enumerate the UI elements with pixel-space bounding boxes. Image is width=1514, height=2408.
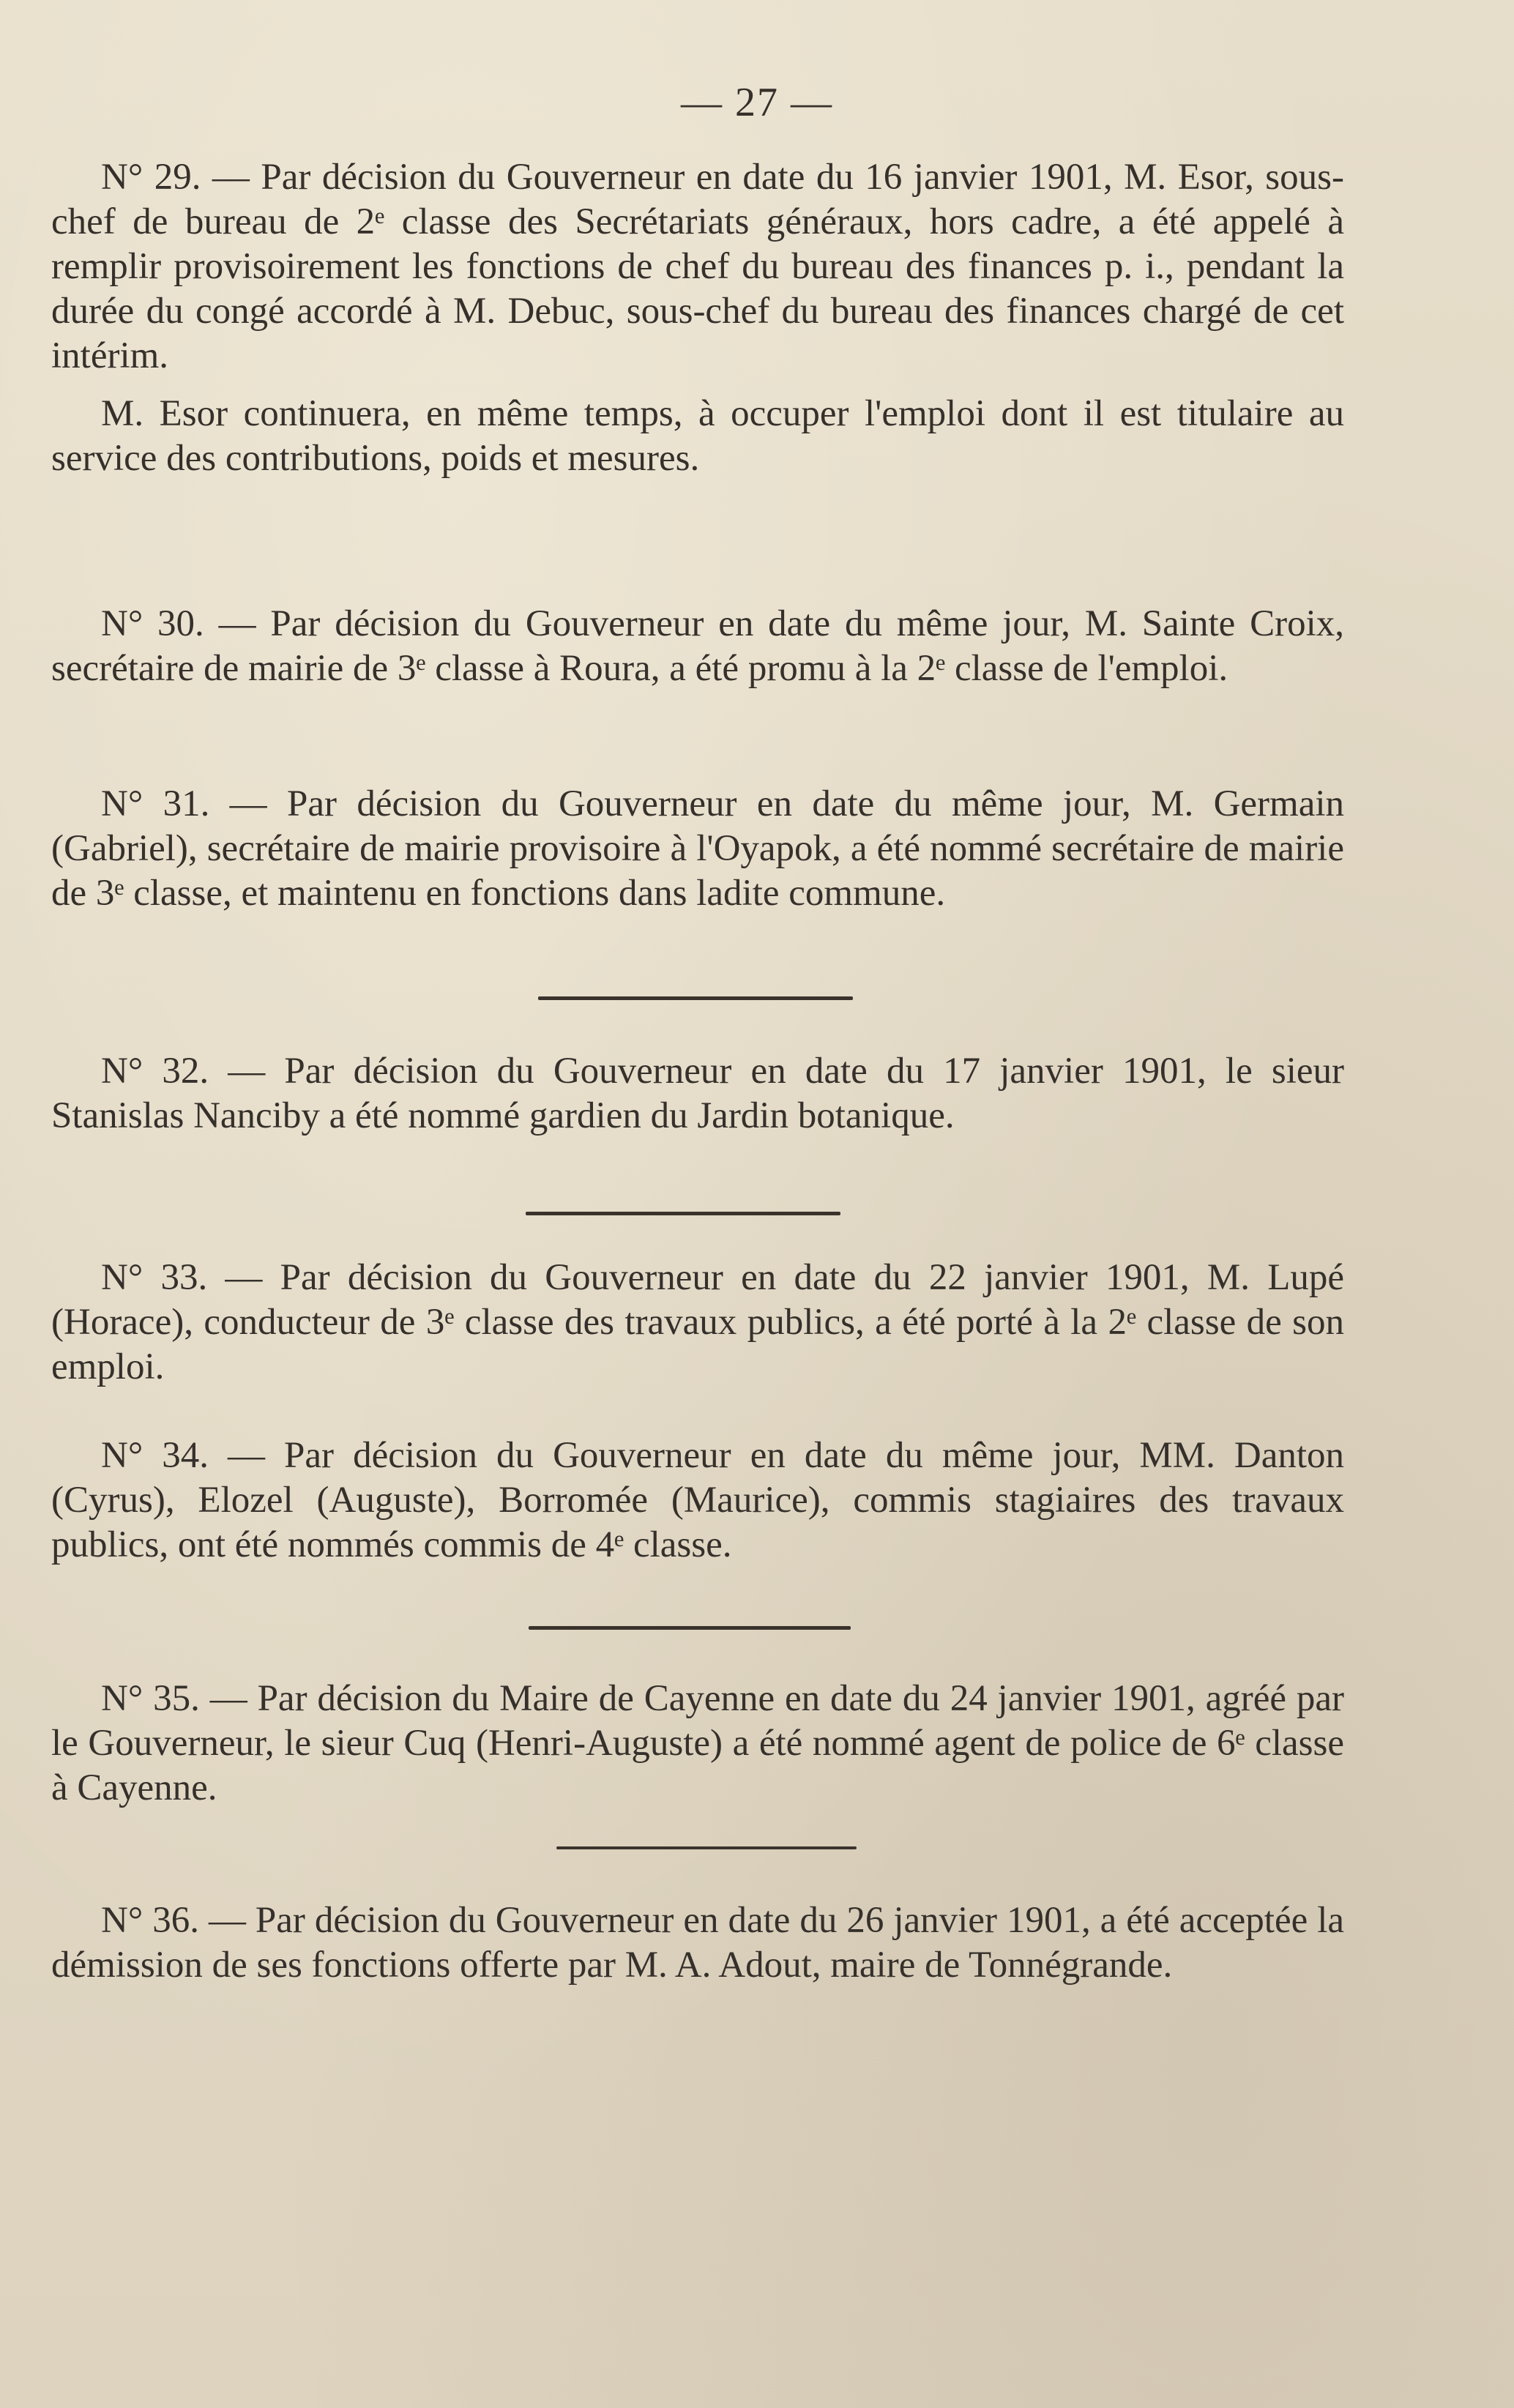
entry-paragraph: N° 35. — Par décision du Maire de Cayenne en date du 24 janvier 1901, agréé par le Gouverneur, le sieur Cuq (Henri-Auguste) a été nommé agent de police de 6ᵉ classe à Cayenne. (51, 1678, 1344, 1808)
page-number: — 27 — (681, 80, 833, 125)
decision-entry-32 (51, 1049, 1344, 1138)
entry-paragraph: N° 36. — Par décision du Gouverneur en date du 26 janvier 1901, a été acceptée la démission de ses fonctions offerte par M. A. Adout, maire de Tonnégrande. (51, 1900, 1344, 1986)
decision-entry-30 (51, 602, 1344, 691)
entry-paragraph: N° 29. — Par décision du Gouverneur en date du 16 janvier 1901, M. Esor, sous-chef de bureau de 2ᵉ classe des Secrétariats généraux, hors cadre, a été appelé à remplir provisoirement les fonctions de chef du bureau des finances p. i., pendant la durée du congé accordé à M. Debuc, sous-chef du bureau des finances chargé de cet intérim. (51, 157, 1344, 376)
section-divider (556, 1846, 857, 1849)
decision-entry-29 (51, 155, 1344, 481)
decision-entry-33 (51, 1256, 1344, 1390)
entry-paragraph: N° 30. — Par décision du Gouverneur en date du même jour, M. Sainte Croix, secrétaire de mairie de 3ᵉ classe à Roura, a été promu à la 2ᵉ classe de l'emploi. (51, 603, 1344, 689)
decision-entry-36 (51, 1898, 1344, 1988)
section-divider (538, 996, 853, 1000)
entry-paragraph: N° 33. — Par décision du Gouverneur en date du 22 janvier 1901, M. Lupé (Horace), conducteur de 3ᵉ classe des travaux publics, a été porté à la 2ᵉ classe de son emploi. (51, 1257, 1344, 1387)
section-divider (529, 1626, 851, 1630)
decision-entry-35 (51, 1677, 1344, 1811)
section-divider (526, 1212, 840, 1215)
entry-paragraph: N° 34. — Par décision du Gouverneur en date du même jour, MM. Danton (Cyrus), Elozel (Auguste), Borromée (Maurice), commis stagiaires des travaux publics, ont été nommés commis de 4ᵉ classe. (51, 1435, 1344, 1565)
entry-paragraph: M. Esor continuera, en même temps, à occuper l'emploi dont il est titulaire au service des contributions, poids et mesures. (51, 393, 1344, 479)
decision-entry-34 (51, 1434, 1344, 1568)
entry-paragraph: N° 31. — Par décision du Gouverneur en date du même jour, M. Germain (Gabriel), secrétaire de mairie provisoire à l'Oyapok, a été nommé secrétaire de mairie de 3ᵉ classe, et maintenu en fonctions dans ladite commune. (51, 783, 1344, 914)
entry-paragraph: N° 32. — Par décision du Gouverneur en date du 17 janvier 1901, le sieur Stanislas Nanciby a été nommé gardien du Jardin botanique. (51, 1051, 1344, 1136)
decision-entry-31 (51, 782, 1344, 916)
